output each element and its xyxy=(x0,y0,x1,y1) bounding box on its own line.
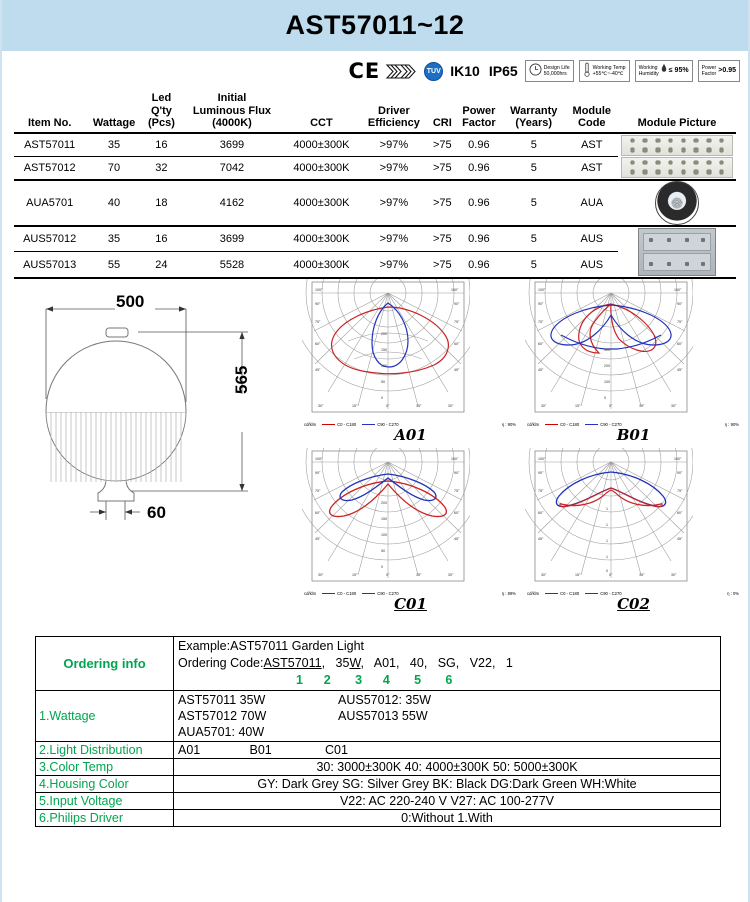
table-row xyxy=(14,226,736,252)
cell-wattage: 35 xyxy=(107,138,121,151)
cell-driver-eff: >97% xyxy=(379,196,409,209)
ordering-example-line: Example:AST57011 Garden Light xyxy=(178,639,364,653)
cell-warranty: 5 xyxy=(530,138,537,151)
power-factor-value: >0.95 xyxy=(718,66,736,74)
ce-icon: CE xyxy=(348,59,381,83)
middle-section xyxy=(2,279,748,624)
ordering-row-light-distribution xyxy=(36,742,721,759)
cell-cct: 4000±300K xyxy=(293,138,350,151)
svg-text:30°: 30° xyxy=(671,572,677,577)
ordering-code-line: Ordering Code:AST57011, 35W, A01, 40, SG, V22, 1 xyxy=(178,655,513,670)
wattage-b-3 xyxy=(338,724,431,740)
ip-rating: IP65 xyxy=(488,63,518,79)
svg-text:0: 0 xyxy=(606,568,608,573)
polar-chart-a01 xyxy=(302,279,519,444)
cell-pf: 0.96 xyxy=(468,161,490,174)
legend-blue-item: C90 - C270 xyxy=(585,591,621,596)
svg-text:60°: 60° xyxy=(677,510,683,515)
cell-led-qty: 16 xyxy=(155,233,168,246)
cell-pf: 0.96 xyxy=(468,138,490,151)
led-strip-module-image-2 xyxy=(621,157,733,178)
legend-red-item: C0 - C180 xyxy=(322,591,356,596)
col-wattage: Wattage xyxy=(92,117,136,130)
code-num-5: 5 xyxy=(414,672,422,687)
col-module-code: Module Code xyxy=(572,104,612,130)
svg-text:15°: 15° xyxy=(352,572,358,577)
svg-text:15°: 15° xyxy=(639,572,645,577)
svg-text:100°: 100° xyxy=(674,456,682,461)
svg-text:90°: 90° xyxy=(454,470,460,475)
svg-text:200: 200 xyxy=(381,500,387,505)
cell-wattage: 40 xyxy=(107,196,121,209)
col-cri: CRI xyxy=(432,117,452,130)
legend-blue-item: C90 - C270 xyxy=(585,422,621,427)
cell-warranty: 5 xyxy=(530,161,537,174)
svg-text:100°: 100° xyxy=(674,287,682,292)
ordering-info-section xyxy=(35,636,721,827)
ordering-label-light-distribution: 2.Light Distribution xyxy=(36,742,174,759)
svg-text:15°: 15° xyxy=(639,403,645,408)
col-led-qty: Led Q'ty (Pcs) xyxy=(147,92,175,130)
thermometer-icon xyxy=(583,62,591,80)
svg-text:1: 1 xyxy=(606,506,608,511)
svg-text:30°: 30° xyxy=(541,403,547,408)
svg-text:75°: 75° xyxy=(454,488,460,493)
wattage-b-1: AUS57012: 35W xyxy=(338,692,432,707)
svg-text:100°: 100° xyxy=(315,456,323,461)
cell-cct: 4000±300K xyxy=(293,161,350,174)
cell-cri: >75 xyxy=(432,161,452,174)
wattage-a-3: AUA5701: 40W xyxy=(178,725,265,740)
svg-text:0°: 0° xyxy=(386,572,390,577)
cell-cct: 4000±300K xyxy=(293,196,350,209)
svg-text:100°: 100° xyxy=(451,287,459,292)
clock-icon xyxy=(529,63,542,79)
working-temp-badge xyxy=(579,60,630,82)
cell-cri: >75 xyxy=(432,233,452,246)
svg-text:50: 50 xyxy=(381,548,385,553)
ordering-example-cell xyxy=(174,637,721,691)
ordering-code-prefix: Ordering Code: xyxy=(178,655,264,670)
svg-text:100°: 100° xyxy=(315,287,323,292)
power-factor-badge xyxy=(698,60,740,82)
wattage-a-1: AST57011 35W xyxy=(178,692,266,707)
svg-text:15°: 15° xyxy=(575,403,581,408)
code-part-item: AST57011 xyxy=(263,655,322,670)
svg-text:60°: 60° xyxy=(538,510,544,515)
wattage-b-2: AUS57013 55W xyxy=(338,708,428,723)
svg-text:90°: 90° xyxy=(677,301,683,306)
svg-text:30°: 30° xyxy=(448,403,454,408)
code-num-2: 2 xyxy=(323,672,331,687)
col-warranty: Warranty (Years) xyxy=(510,104,558,130)
svg-text:75°: 75° xyxy=(315,319,321,324)
cell-led-qty: 32 xyxy=(155,161,168,174)
code-part-cct: 40 xyxy=(409,655,424,670)
legend-efficiency: η : 90% xyxy=(501,421,516,427)
enec-icon xyxy=(385,62,419,81)
legend-efficiency: η : 0% xyxy=(727,590,739,596)
cell-wattage: 55 xyxy=(107,258,121,271)
svg-text:30°: 30° xyxy=(448,572,454,577)
cell-flux: 3699 xyxy=(219,138,245,151)
design-life-badge xyxy=(525,60,574,82)
svg-text:60°: 60° xyxy=(454,510,460,515)
ordering-label-wattage: 1.Wattage xyxy=(36,690,174,742)
svg-text:0: 0 xyxy=(381,564,383,569)
svg-text:90°: 90° xyxy=(538,301,544,306)
col-driver-efficiency: Driver Efficiency xyxy=(367,104,420,130)
svg-text:45°: 45° xyxy=(538,367,544,372)
svg-text:15°: 15° xyxy=(416,572,422,577)
svg-text:0: 0 xyxy=(381,395,383,400)
cell-module-picture xyxy=(618,133,736,180)
dim-height-label: 565 xyxy=(232,365,251,394)
droplet-icon xyxy=(661,63,667,79)
certification-strip xyxy=(2,52,748,90)
polar-chart-b01 xyxy=(525,279,742,444)
code-part-color: SG xyxy=(437,655,456,670)
cell-driver-eff: >97% xyxy=(379,233,409,246)
polar-chart-label-c02: C02 xyxy=(617,594,650,613)
cell-module-code: AST xyxy=(581,138,603,151)
ordering-label-philips-driver: 6.Philips Driver xyxy=(36,810,174,827)
working-humidity-badge xyxy=(635,60,693,82)
svg-text:45°: 45° xyxy=(454,536,460,541)
cell-item-no: AST57011 xyxy=(24,138,76,151)
svg-text:0°: 0° xyxy=(609,572,613,577)
dim-neck-label: 60 xyxy=(147,502,166,522)
svg-text:300: 300 xyxy=(604,347,610,352)
legend-red-item: C0 - C180 xyxy=(322,422,356,427)
led-rect-module-image xyxy=(638,228,716,276)
page-title: AST57011~12 xyxy=(285,10,465,40)
svg-text:45°: 45° xyxy=(677,536,683,541)
power-factor-text: Power Factor xyxy=(701,64,717,77)
legend-efficiency: η : 89% xyxy=(501,590,516,596)
code-part-distribution: A01 xyxy=(373,655,396,670)
cell-cri: >75 xyxy=(432,138,452,151)
cell-pf: 0.96 xyxy=(468,196,490,209)
svg-text:60°: 60° xyxy=(315,341,321,346)
cell-cct: 4000±300K xyxy=(293,258,350,271)
cell-item-no: AUA5701 xyxy=(26,196,74,209)
photometric-charts xyxy=(302,279,742,624)
title-banner xyxy=(2,0,748,52)
cell-warranty: 5 xyxy=(530,233,537,246)
led-strip-module-image xyxy=(621,135,733,156)
svg-text:15°: 15° xyxy=(352,403,358,408)
svg-text:100: 100 xyxy=(381,363,387,368)
svg-text:90°: 90° xyxy=(315,301,321,306)
spec-header-row xyxy=(14,90,736,133)
svg-text:60°: 60° xyxy=(538,341,544,346)
cell-module-code: AUS xyxy=(580,233,604,246)
ordering-info-table xyxy=(35,636,721,827)
cell-driver-eff: >97% xyxy=(379,138,409,151)
svg-text:90°: 90° xyxy=(315,470,321,475)
svg-text:45°: 45° xyxy=(538,536,544,541)
svg-text:30°: 30° xyxy=(318,403,324,408)
col-module-picture: Module Picture xyxy=(637,117,717,130)
wattage-col-b xyxy=(338,692,431,741)
cell-cri: >75 xyxy=(432,196,452,209)
ordering-value-color-temp: 30: 3000±300K 40: 4000±300K 50: 5000±300K xyxy=(174,759,721,776)
ordering-value-housing-color: GY: Dark Grey SG: Silver Grey BK: Black DG:Dark Green WH:White xyxy=(174,776,721,793)
svg-text:0°: 0° xyxy=(386,403,390,408)
svg-text:45°: 45° xyxy=(454,367,460,372)
ordering-row-wattage xyxy=(36,690,721,742)
ld-option-2: B01 xyxy=(249,743,272,758)
wattage-options xyxy=(178,692,716,741)
cell-flux: 5528 xyxy=(219,258,245,271)
svg-text:150: 150 xyxy=(381,516,387,521)
cell-flux: 7042 xyxy=(219,161,245,174)
ordering-value-wattage xyxy=(174,690,721,742)
legend-blue-item: C90 - C270 xyxy=(362,422,398,427)
svg-text:30°: 30° xyxy=(541,572,547,577)
svg-text:90°: 90° xyxy=(454,301,460,306)
svg-text:45°: 45° xyxy=(315,367,321,372)
ordering-label-housing-color: 4.Housing Color xyxy=(36,776,174,793)
svg-text:45°: 45° xyxy=(315,536,321,541)
code-part-wattage: 35W xyxy=(335,655,361,670)
cell-module-code: AUS xyxy=(580,258,604,271)
legend-unit: cd/klm xyxy=(527,421,540,427)
spec-table-wrap xyxy=(2,90,748,279)
svg-text:150: 150 xyxy=(381,347,387,352)
svg-text:30°: 30° xyxy=(318,572,324,577)
svg-text:1: 1 xyxy=(606,522,608,527)
legend-red-item: C0 - C180 xyxy=(545,422,579,427)
code-part-driver: 1 xyxy=(505,655,513,670)
cell-wattage: 35 xyxy=(107,233,121,246)
cell-cri: >75 xyxy=(432,258,452,271)
svg-text:75°: 75° xyxy=(315,488,321,493)
wattage-col-a xyxy=(178,692,338,741)
polar-chart-c01 xyxy=(302,448,519,613)
ordering-value-input-voltage: V22: AC 220-240 V V27: AC 100-277V xyxy=(174,793,721,810)
polar-chart-label-c01: C01 xyxy=(394,594,427,613)
cell-item-no: AST57012 xyxy=(23,161,76,174)
col-power-factor: Power Factor xyxy=(462,104,496,130)
ordering-label-input-voltage: 5.Input Voltage xyxy=(36,793,174,810)
ordering-info-label: Ordering info xyxy=(36,637,174,691)
ld-option-1: A01 xyxy=(178,743,201,758)
spec-table-body xyxy=(14,133,736,278)
ordering-row-color-temp xyxy=(36,759,721,776)
ordering-code-numbers xyxy=(178,672,716,689)
svg-text:100: 100 xyxy=(381,532,387,537)
ordering-value-light-distribution xyxy=(174,742,721,759)
working-humidity-text: Working Humidity xyxy=(638,64,659,77)
svg-text:15°: 15° xyxy=(575,572,581,577)
cell-warranty: 5 xyxy=(530,196,537,209)
cell-led-qty: 16 xyxy=(155,138,168,151)
legend-blue-item: C90 - C270 xyxy=(362,591,398,596)
svg-text:60°: 60° xyxy=(315,510,321,515)
working-temp-text: Working Temp +55℃~-40℃ xyxy=(592,64,626,77)
legend-unit: cd/klm xyxy=(304,590,317,596)
svg-text:30°: 30° xyxy=(671,403,677,408)
legend-unit: cd/klm xyxy=(527,590,540,596)
col-luminous-flux: Initial Luminous Flux (4000K) xyxy=(192,92,272,130)
specification-table xyxy=(14,90,736,279)
svg-text:100°: 100° xyxy=(538,287,546,292)
design-life-text: Design Life 50,000hrs xyxy=(543,64,570,77)
dimension-drawing xyxy=(20,284,290,534)
svg-text:200: 200 xyxy=(381,331,387,336)
wattage-a-2: AST57012 70W xyxy=(178,708,267,723)
ordering-row-philips-driver xyxy=(36,810,721,827)
polar-chart-c02 xyxy=(525,448,742,613)
polar-chart-label-a01: A01 xyxy=(394,425,427,444)
svg-text:45°: 45° xyxy=(677,367,683,372)
ordering-label-color-temp: 3.Color Temp xyxy=(36,759,174,776)
cell-pf: 0.96 xyxy=(468,258,490,271)
polar-chart-label-b01: B01 xyxy=(616,425,651,444)
cell-driver-eff: >97% xyxy=(379,258,409,271)
col-item-no: Item No. xyxy=(27,117,72,130)
svg-text:1: 1 xyxy=(606,538,608,543)
svg-text:0: 0 xyxy=(604,395,606,400)
legend-unit: cd/klm xyxy=(304,421,317,427)
working-humidity-value: ≤ 95% xyxy=(668,66,689,74)
cell-item-no: AUS57012 xyxy=(23,233,77,246)
svg-text:90°: 90° xyxy=(538,470,544,475)
ordering-value-philips-driver: 0:Without 1.With xyxy=(174,810,721,827)
svg-text:60°: 60° xyxy=(454,341,460,346)
ik-rating: IK10 xyxy=(450,63,480,79)
cell-warranty: 5 xyxy=(530,258,537,271)
ordering-row-input-voltage xyxy=(36,793,721,810)
ordering-header-row xyxy=(36,637,721,691)
legend-efficiency: η : 90% xyxy=(724,421,739,427)
ld-option-3: C01 xyxy=(324,743,348,758)
cell-driver-eff: >97% xyxy=(379,161,409,174)
cell-led-qty: 24 xyxy=(155,258,168,271)
code-num-4: 4 xyxy=(382,672,390,687)
cell-wattage: 70 xyxy=(107,161,121,174)
cell-module-picture xyxy=(618,226,736,278)
spec-table-head xyxy=(14,90,736,133)
svg-text:100: 100 xyxy=(604,379,610,384)
cell-pf: 0.96 xyxy=(468,233,490,246)
code-num-3: 3 xyxy=(355,672,363,687)
cell-module-code: AUA xyxy=(580,196,604,209)
svg-text:90°: 90° xyxy=(677,470,683,475)
svg-text:0°: 0° xyxy=(609,403,613,408)
dim-width-label: 500 xyxy=(116,291,145,311)
col-cct: CCT xyxy=(310,117,333,130)
code-num-1: 1 xyxy=(296,672,303,687)
legend-red-item: C0 - C180 xyxy=(545,591,579,596)
svg-text:100°: 100° xyxy=(538,456,546,461)
cell-item-no: AUS57013 xyxy=(23,258,77,271)
svg-text:75°: 75° xyxy=(538,488,544,493)
cell-flux: 3699 xyxy=(219,233,245,246)
svg-text:75°: 75° xyxy=(677,319,683,324)
cell-cct: 4000±300K xyxy=(293,233,350,246)
cell-flux: 4162 xyxy=(219,196,245,209)
table-row xyxy=(14,180,736,226)
ordering-row-housing-color xyxy=(36,776,721,793)
table-row xyxy=(14,133,736,157)
svg-text:1: 1 xyxy=(606,554,608,559)
code-part-voltage: V22 xyxy=(469,655,492,670)
cell-module-code: AST xyxy=(581,161,603,174)
svg-text:200: 200 xyxy=(604,363,610,368)
svg-text:50: 50 xyxy=(381,379,385,384)
svg-text:75°: 75° xyxy=(454,319,460,324)
cell-module-picture xyxy=(618,180,736,226)
code-num-6: 6 xyxy=(445,672,453,687)
svg-text:15°: 15° xyxy=(416,403,422,408)
led-round-module-image xyxy=(655,181,699,225)
svg-text:75°: 75° xyxy=(677,488,683,493)
svg-text:60°: 60° xyxy=(677,341,683,346)
cell-led-qty: 18 xyxy=(155,196,168,209)
svg-text:75°: 75° xyxy=(538,319,544,324)
svg-text:100°: 100° xyxy=(451,456,459,461)
tuv-icon: TUV xyxy=(424,62,443,81)
